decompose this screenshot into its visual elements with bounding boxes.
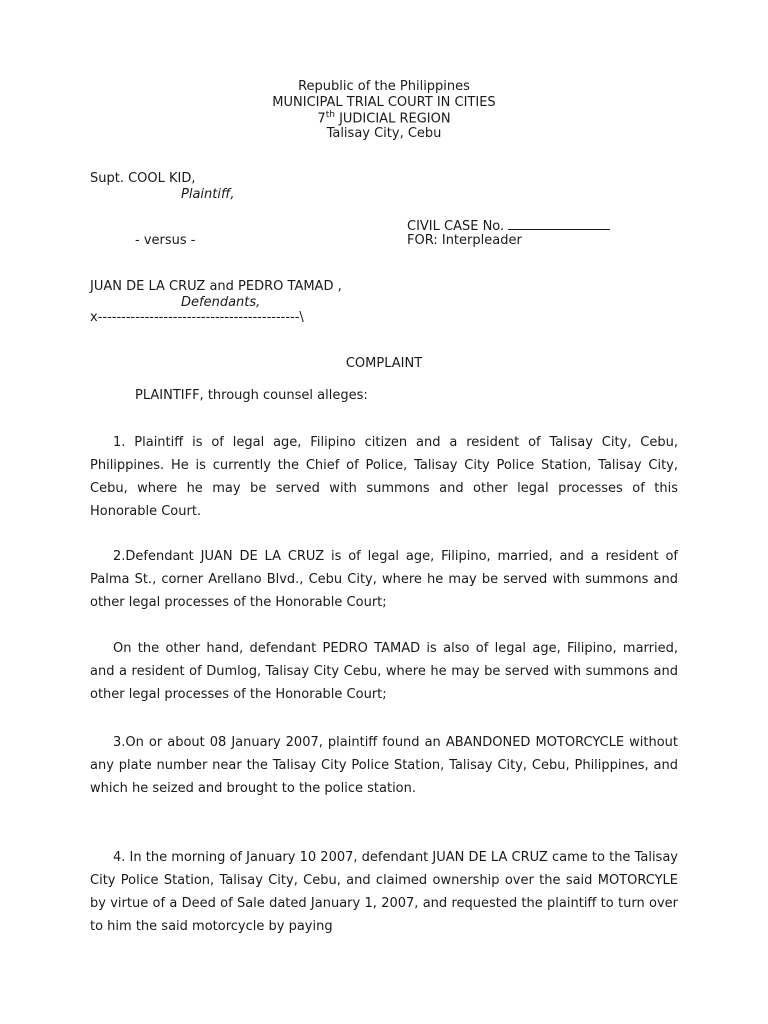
paragraph-4 (90, 846, 678, 938)
civil-case-label: CIVIL CASE No. (407, 219, 505, 234)
paragraph-4-text: 4. In the morning of January 10 2007, defendant JUAN DE LA CRUZ came to the Talisay City Police Station, Talisay City, Cebu, and claimed ownership over the said MOTORCYLE by virtue of a Deed of Sale dated January 1, 2007, and requested the plaintiff to turn over to him the said motorcycle by paying (90, 850, 678, 934)
caption-court: MUNICIPAL TRIAL COURT IN CITIES (272, 95, 496, 110)
paragraph-2-text: 2.Defendant JUAN DE LA CRUZ is of legal age, Filipino, married, and a resident of Palma St., corner Arellano Blvd., Cebu City, where he may be served with summons and other legal processes of the Honorable Court; (90, 549, 678, 610)
paragraph-2-continued-text: On the other hand, defendant PEDRO TAMAD is also of legal age, Filipino, married, and a resident of Dumlog, Talisay City Cebu, where he may be served with summons and other legal processes of the Honorable Court; (90, 641, 678, 702)
paragraph-3-text: 3.On or about 08 January 2007, plaintiff found an ABANDONED MOTORCYCLE without any plate number near the Talisay City Police Station, Talisay City, Cebu, Philippines, and which he seized and brought to the police station. (90, 735, 678, 796)
paragraph-2-continued (90, 637, 678, 706)
plaintiff-name: Supt. COOL KID, (90, 171, 196, 186)
caption-separator: x-------------------------------------------\ (90, 310, 304, 325)
defendants-name: JUAN DE LA CRUZ and PEDRO TAMAD , (90, 279, 342, 294)
caption-region-text: JUDICIAL REGION (334, 111, 451, 127)
versus-label: - versus - (135, 233, 196, 248)
plaintiff-label: Plaintiff, (181, 187, 235, 202)
civil-case-number-blank (508, 218, 610, 230)
caption-city: Talisay City, Cebu (326, 126, 442, 141)
paragraph-1 (90, 431, 678, 523)
caption-republic: Republic of the Philippines (298, 79, 470, 94)
paragraph-3 (90, 731, 678, 800)
defendants-label: Defendants, (181, 295, 261, 310)
caption-region-number: 7 (317, 111, 326, 127)
for-interpleader: FOR: Interpleader (407, 233, 522, 248)
civil-case-line (407, 218, 610, 234)
intro-line: PLAINTIFF, through counsel alleges: (135, 388, 368, 403)
caption-region (0, 110, 768, 126)
paragraph-1-text: 1. Plaintiff is of legal age, Filipino citizen and a resident of Talisay City, Cebu, Philippines. He is currently the Chief of Police, Talisay City Police Station, Talisay City, Cebu, where he may be served with summons and other legal processes of this Honorable Court. (90, 435, 678, 519)
paragraph-2 (90, 545, 678, 614)
caption-region-suffix: th (325, 110, 335, 120)
complaint-title: COMPLAINT (345, 356, 423, 371)
